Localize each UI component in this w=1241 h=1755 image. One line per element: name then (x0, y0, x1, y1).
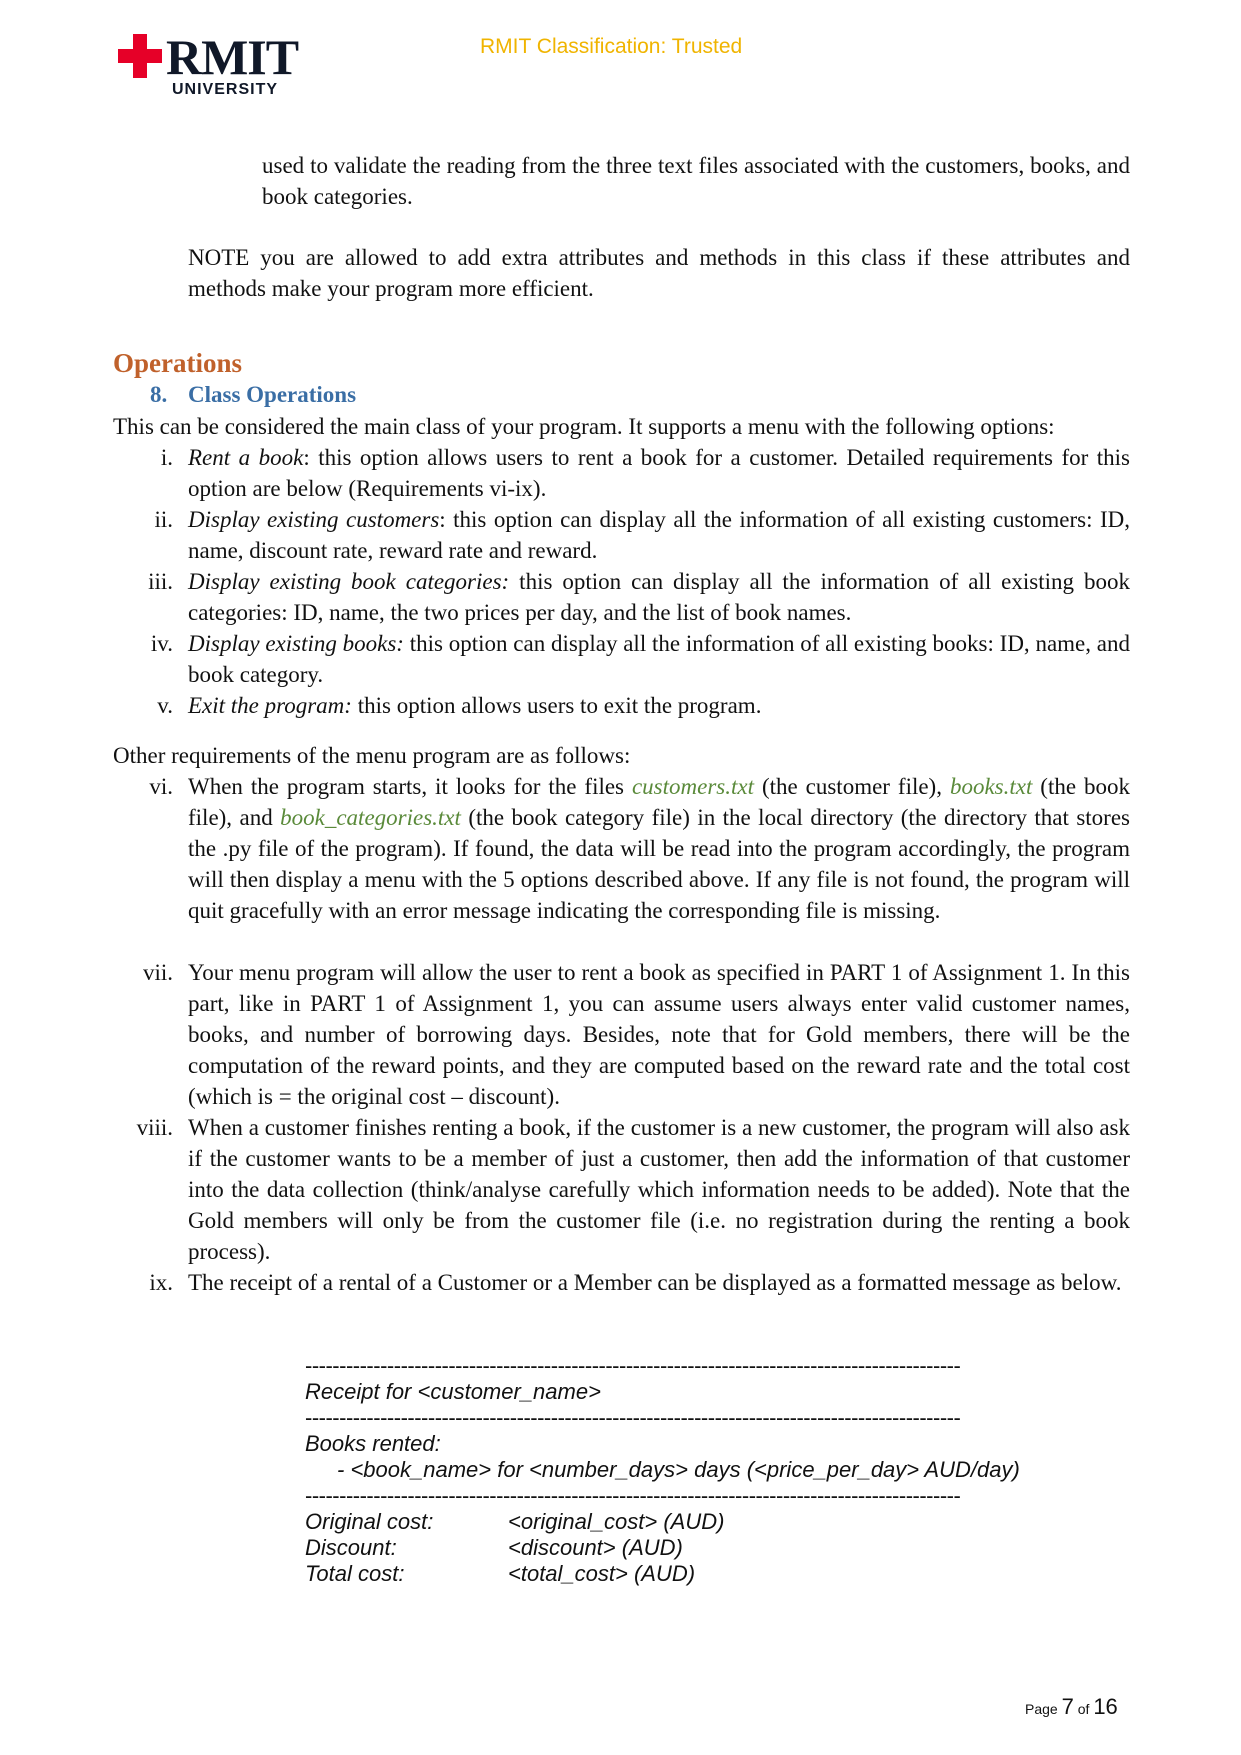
receipt-row-value: <original_cost> (AUD) (508, 1509, 725, 1534)
receipt-divider: ------------------------------------------------------------------------------------------------ (305, 1483, 961, 1508)
receipt-divider: ------------------------------------------------------------------------------------------------ (305, 1353, 961, 1378)
menu-option-description: this option allows users to rent a book for a customer. Detailed requirements for this option are below (Requirements vi-ix). (188, 445, 1130, 501)
menu-option-separator: : (439, 507, 446, 532)
filename-customers: customers.txt (631, 774, 754, 799)
menu-option-description: this option can display all the information of all existing book categories: ID, name, the two prices per day, and the list of book names. (188, 569, 1130, 625)
receipt-template (305, 1353, 1065, 1587)
subsection-title: Class Operations (188, 382, 357, 407)
requirement-text: When a customer finishes renting a book, if the customer is a new customer, the program will also ask if the customer wants to be a member of just a customer, then add the information of that customer into the data collection (think/analyse carefully which information needs to be added). Note that the Gold members will only be from the customer file (i.e. no registration during the renting a book process). (188, 1115, 1130, 1264)
menu-option-description: this option can display all the information of all existing customers: ID, name, discount rate, reward rate and reward. (188, 507, 1130, 563)
list-item (113, 1112, 1130, 1267)
menu-option-title: Display existing book categories: (188, 569, 510, 594)
list-item (113, 690, 1130, 721)
filename-books: books.txt (949, 774, 1033, 799)
requirement-text: (the book file), and (188, 774, 1131, 830)
current-page: 7 (1061, 1694, 1074, 1719)
note-paragraph: NOTE you are allowed to add extra attributes and methods in this class if these attributes and methods make your program more efficient. (188, 245, 1130, 301)
menu-option-description: this option can display all the information of all existing books: ID, name, and book category. (188, 631, 1130, 687)
menu-option-title: Display existing customers (188, 507, 440, 532)
list-item-number: ix. (149, 1270, 173, 1295)
receipt-row-label: Original cost: (305, 1509, 434, 1534)
subsection-number: 8. (150, 382, 168, 407)
class-intro-paragraph: This can be considered the main class of your program. It supports a menu with the following options: (113, 414, 1055, 439)
list-item-number: vii. (142, 960, 173, 985)
list-item (113, 566, 1130, 628)
receipt-books-label: Books rented: (305, 1431, 441, 1456)
list-item-number: v. (157, 693, 173, 718)
intro-continuation-paragraph: used to validate the reading from the three text files associated with the customers, books, and book categories. (262, 153, 1130, 209)
classification-label: RMIT Classification: Trusted (480, 35, 743, 58)
receipt-divider: ------------------------------------------------------------------------------------------------ (305, 1405, 961, 1430)
menu-option-title: Rent a book (188, 445, 304, 470)
page-word: Page (1025, 1701, 1058, 1717)
menu-option-description: this option allows users to exit the program. (351, 693, 762, 718)
rmit-logo-mark (118, 34, 162, 78)
total-pages: 16 (1093, 1694, 1118, 1719)
requirement-text: The receipt of a rental of a Customer or a Member can be displayed as a formatted message as below. (188, 1270, 1122, 1295)
list-item-number: i. (160, 445, 173, 470)
receipt-row-label: Total cost: (305, 1561, 405, 1586)
list-item-number: vi. (149, 774, 173, 799)
list-item (113, 1267, 1130, 1329)
list-item (113, 771, 1130, 957)
requirement-text: (the book category file) in the local directory (the directory that stores the .py file of the program). If found, the data will be read into the program accordingly, the program will then display a menu with the 5 options described above. If any file is not found, the program will quit gracefully with an error message indicating the corresponding file is missing. (188, 805, 1130, 923)
menu-option-title: Display existing books: (188, 631, 404, 656)
page-number (1025, 1694, 1118, 1720)
list-item (113, 442, 1130, 504)
list-item (113, 504, 1130, 566)
list-item-number: iii. (148, 569, 173, 594)
receipt-row-value: <total_cost> (AUD) (508, 1561, 696, 1586)
other-requirements-intro: Other requirements of the menu program are as follows: (113, 743, 631, 768)
receipt-row-total-cost (305, 1561, 1065, 1587)
logo-subtitle: UNIVERSITY (172, 81, 279, 98)
receipt-row-label: Discount: (305, 1535, 397, 1560)
section-heading-operations: Operations (113, 348, 243, 378)
list-item-number: iv. (150, 631, 173, 656)
logo-wordmark: RMIT (166, 29, 299, 85)
of-word: of (1077, 1701, 1090, 1717)
list-item-number: viii. (136, 1115, 173, 1140)
receipt-row-discount (305, 1535, 1065, 1561)
list-item-number: ii. (154, 507, 173, 532)
receipt-row-value: <discount> (AUD) (508, 1535, 683, 1560)
requirement-text: (the customer file), (753, 774, 950, 799)
requirement-text: Your menu program will allow the user to rent a book as specified in PART 1 of Assignment 1. In this part, like in PART 1 of Assignment 1, you can assume users always enter valid customer names, books, and number of borrowing days. Besides, note that for Gold members, there will be the computation of the reward points, and they are computed based on the reward rate and the total cost (which is = the original cost – discount). (188, 960, 1130, 1109)
list-item (113, 628, 1130, 690)
receipt-book-line: - <book_name> for <number_days> days (<price_per_day> AUD/day) (337, 1457, 1020, 1482)
list-item (113, 957, 1130, 1112)
filename-book-categories: book_categories.txt (280, 805, 461, 830)
subsection-heading-class-operations (150, 380, 356, 410)
menu-option-separator: : (303, 445, 310, 470)
menu-option-title: Exit the program: (188, 693, 352, 718)
requirement-text: When the program starts, it looks for the files (188, 774, 632, 799)
receipt-row-original-cost (305, 1509, 1065, 1535)
receipt-title: Receipt for <customer_name> (305, 1379, 601, 1404)
